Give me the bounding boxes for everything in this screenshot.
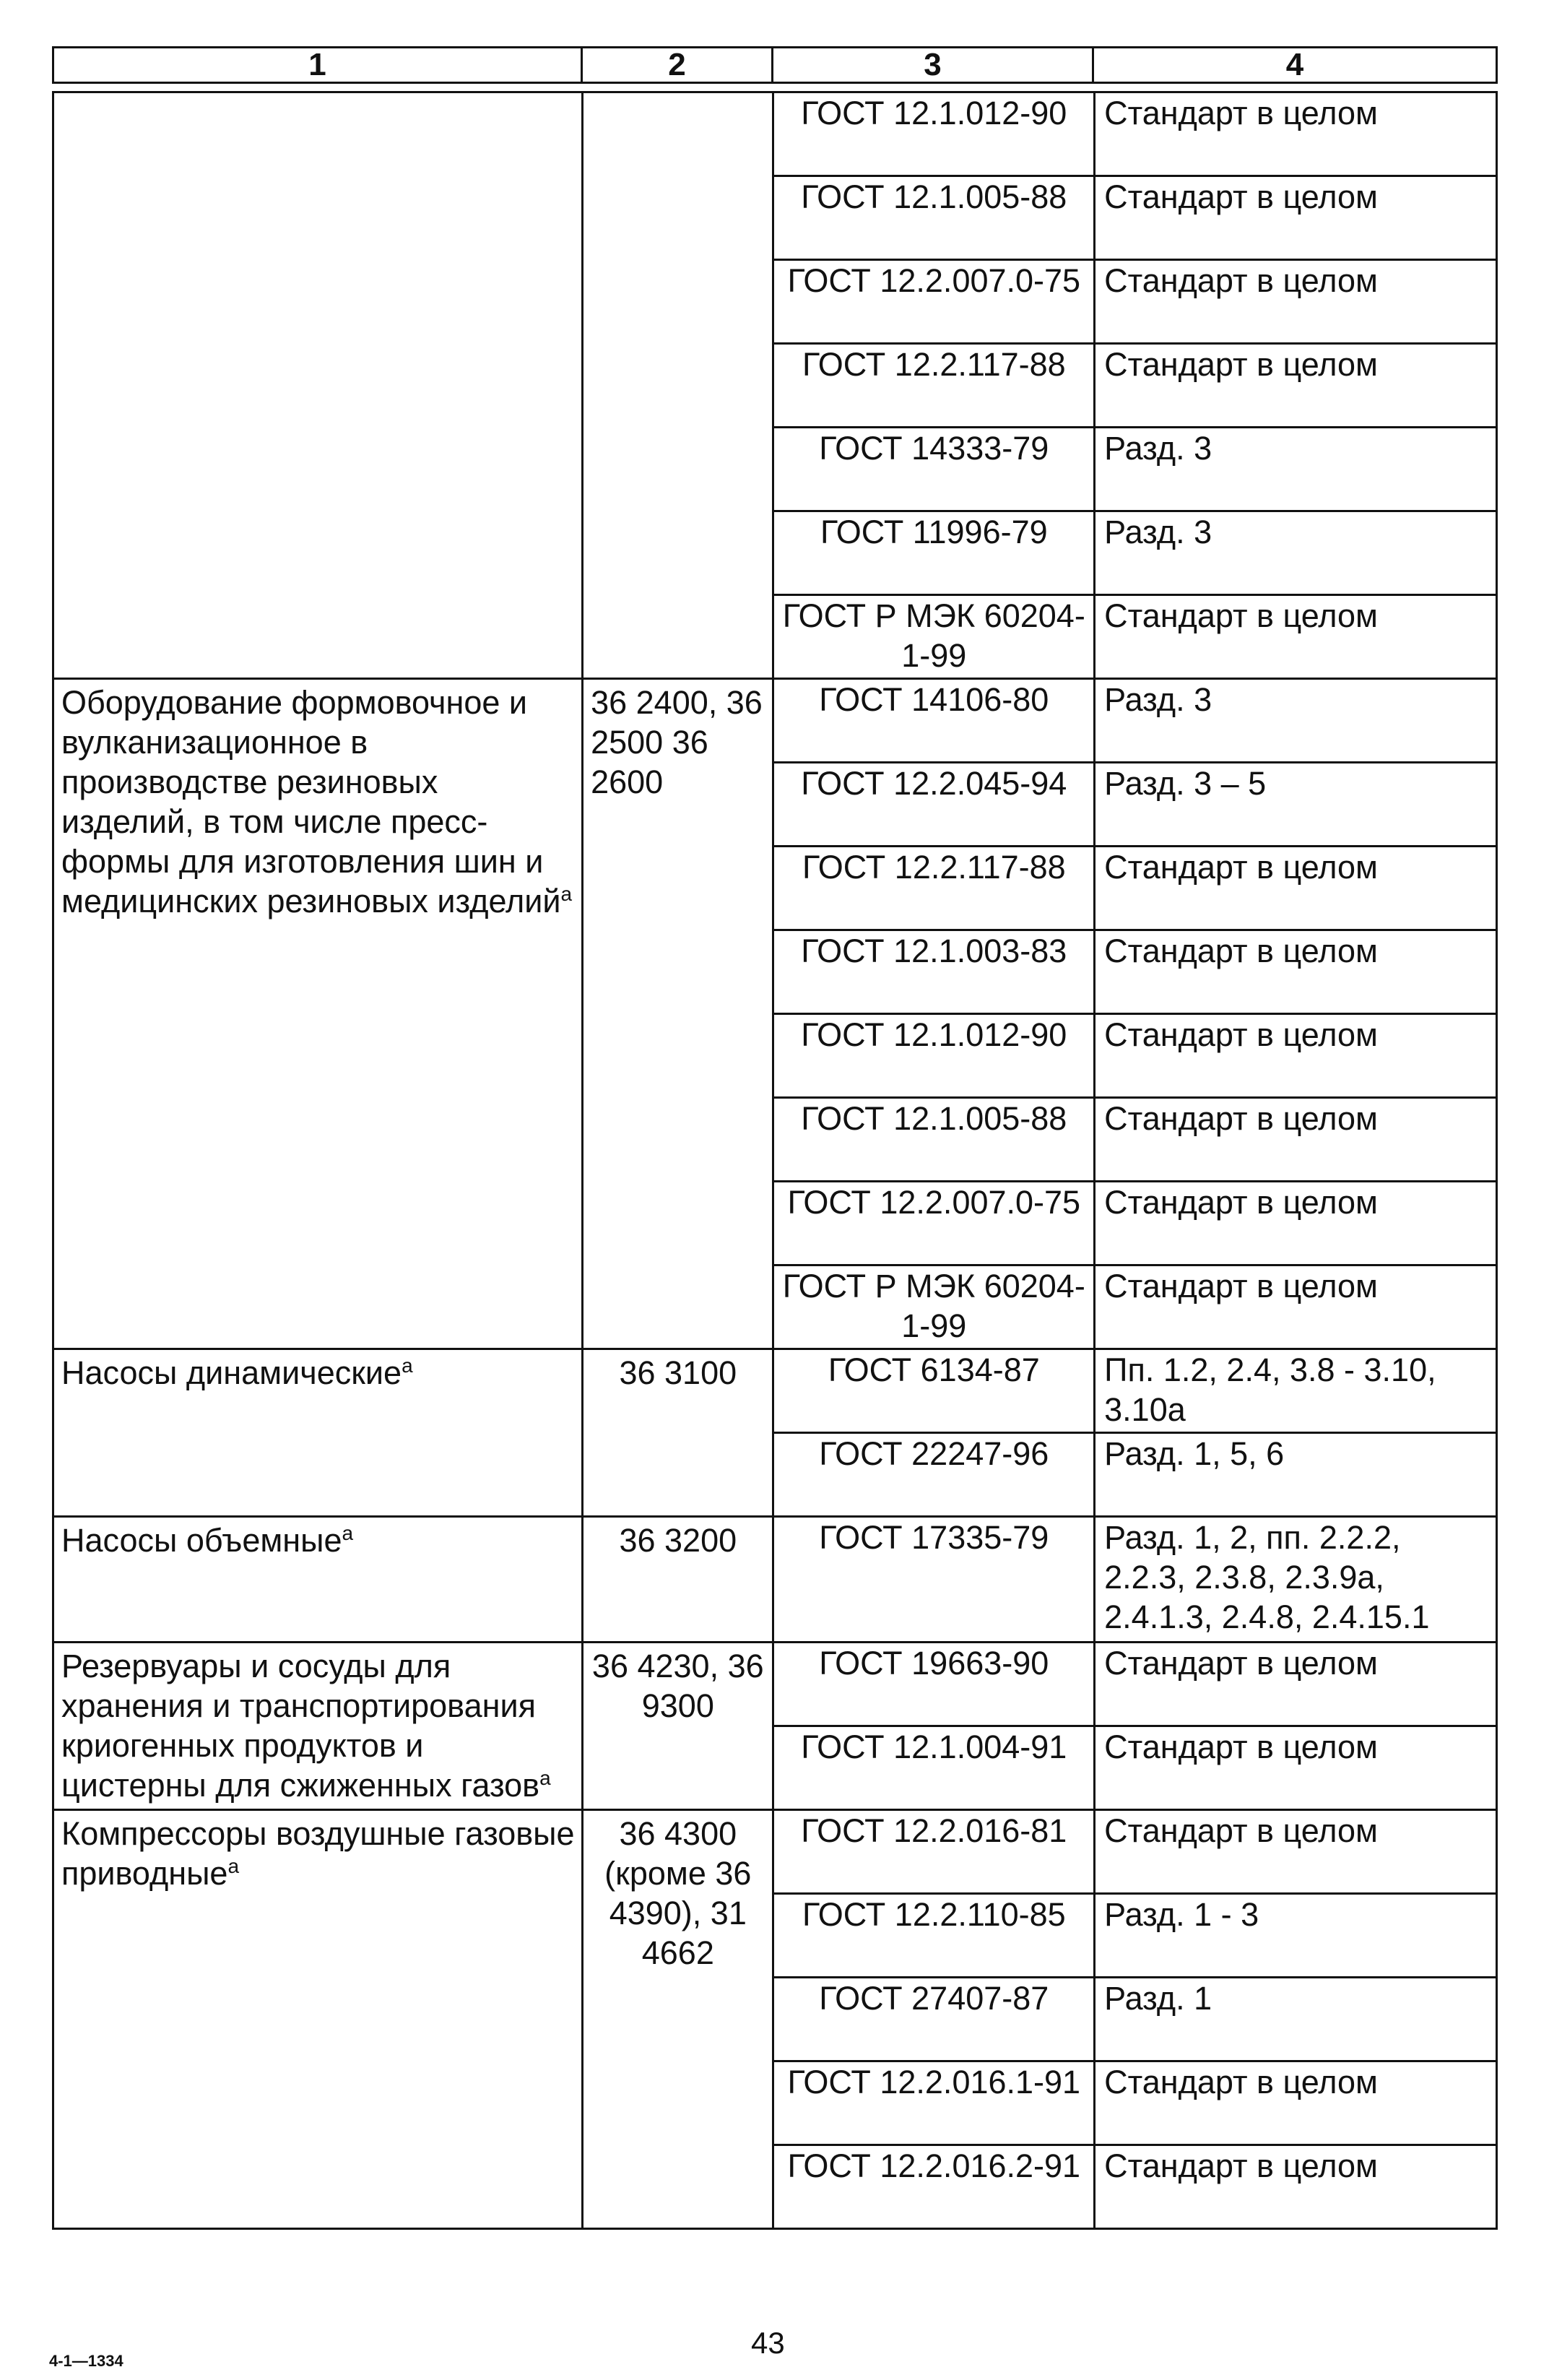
standard-designation: ГОСТ 12.1.005-88 (773, 176, 1095, 260)
standard-scope: Разд. 3 (1095, 428, 1497, 511)
standard-scope: Стандарт в целом (1095, 847, 1497, 930)
product-name-cell (53, 679, 583, 1349)
standard-designation: ГОСТ Р МЭК 60204-1-99 (773, 1265, 1095, 1349)
table-row (53, 1517, 1497, 1643)
standard-designation: ГОСТ 12.2.117-88 (773, 847, 1095, 930)
table-row (53, 92, 1497, 176)
standard-designation: ГОСТ 12.2.016.2-91 (773, 2145, 1095, 2229)
product-name-cell (53, 1643, 583, 1810)
standard-designation: ГОСТ 22247-96 (773, 1433, 1095, 1517)
standard-designation: ГОСТ 12.2.016.1-91 (773, 2061, 1095, 2145)
standard-scope: Разд. 3 (1095, 511, 1497, 595)
standard-designation: ГОСТ 12.1.005-88 (773, 1098, 1095, 1182)
standard-scope: Стандарт в целом (1095, 1810, 1497, 1894)
standard-designation: ГОСТ 12.1.003-83 (773, 930, 1095, 1014)
standard-scope: Стандарт в целом (1095, 1014, 1497, 1098)
standard-scope: Разд. 1, 5, 6 (1095, 1433, 1497, 1517)
standard-scope: Стандарт в целом (1095, 260, 1497, 344)
okp-code-cell: 36 3200 (583, 1517, 773, 1643)
table-row (53, 1643, 1497, 1726)
product-name-cell (53, 92, 583, 679)
standard-designation: ГОСТ Р МЭК 60204-1-99 (773, 595, 1095, 679)
standards-table (52, 91, 1498, 2230)
standard-scope: Стандарт в целом (1095, 930, 1497, 1014)
standard-designation: ГОСТ 19663-90 (773, 1643, 1095, 1726)
standard-scope: Стандарт в целом (1095, 2061, 1497, 2145)
table-row (53, 1349, 1497, 1433)
standard-scope: Стандарт в целом (1095, 1098, 1497, 1182)
standard-scope: Разд. 1, 2, пп. 2.2.2, 2.2.3, 2.3.8, 2.3.9а, 2.4.1.3, 2.4.8, 2.4.15.1 (1095, 1517, 1497, 1643)
standard-scope: Разд. 1 (1095, 1978, 1497, 2061)
standard-scope: Стандарт в целом (1095, 1182, 1497, 1265)
footnote-marker: а (560, 883, 573, 905)
standard-scope: Пп. 1.2, 2.4, 3.8 - 3.10, 3.10а (1095, 1349, 1497, 1433)
print-mark: 4-1—1334 (49, 2352, 123, 2370)
product-name-cell (53, 1810, 583, 2229)
standard-designation: ГОСТ 12.2.016-81 (773, 1810, 1095, 1894)
page-number: 43 (751, 2326, 785, 2360)
okp-code-cell: 36 4230, 36 9300 (583, 1643, 773, 1810)
standard-scope: Стандарт в целом (1095, 595, 1497, 679)
standard-designation: ГОСТ 12.2.117-88 (773, 344, 1095, 428)
standard-designation: ГОСТ 17335-79 (773, 1517, 1095, 1643)
okp-code-cell: 36 2400, 36 2500 36 2600 (583, 679, 773, 1349)
product-name: Компрессоры воздушные газовые приводные (61, 1815, 575, 1892)
standard-designation: ГОСТ 12.1.012-90 (773, 1014, 1095, 1098)
standard-scope: Стандарт в целом (1095, 2145, 1497, 2229)
standard-designation: ГОСТ 12.2.045-94 (773, 763, 1095, 847)
column-header-3: 3 (773, 48, 1094, 82)
footnote-marker: а (402, 1354, 413, 1377)
standard-designation: ГОСТ 6134-87 (773, 1349, 1095, 1433)
column-header-1: 1 (54, 48, 583, 82)
table-body (53, 92, 1497, 2229)
footnote-marker: а (539, 1767, 551, 1789)
column-header-4: 4 (1285, 47, 1304, 82)
product-name-cell (53, 1517, 583, 1643)
standard-designation: ГОСТ 27407-87 (773, 1978, 1095, 2061)
standard-scope: Стандарт в целом (1095, 1265, 1497, 1349)
standard-designation: ГОСТ 14106-80 (773, 679, 1095, 763)
standard-designation: ГОСТ 14333-79 (773, 428, 1095, 511)
standard-scope: Разд. 3 (1095, 679, 1497, 763)
standard-scope: Стандарт в целом (1095, 92, 1497, 176)
table-header (52, 46, 1498, 84)
standard-scope: Стандарт в целом (1095, 1726, 1497, 1810)
standard-designation: ГОСТ 12.2.110-85 (773, 1894, 1095, 1978)
standard-designation: ГОСТ 12.1.004-91 (773, 1726, 1095, 1810)
product-name: Оборудование формовочное и вулканизационное в производстве резиновых изделий, в том числе пресс-формы для изготовления шин и медицинских резиновых изделий (61, 684, 561, 919)
product-name: Насосы объемные (61, 1522, 342, 1559)
okp-code-cell (583, 92, 773, 679)
footnote-marker: а (227, 1855, 240, 1877)
standard-scope: Стандарт в целом (1095, 344, 1497, 428)
table-row (53, 679, 1497, 763)
product-name: Резервуары и сосуды для хранения и транспортирования криогенных продуктов и цистерны для сжиженных газов (61, 1648, 540, 1804)
table-row (53, 1810, 1497, 1894)
product-name-cell (53, 1349, 583, 1517)
okp-code-cell: 36 4300 (кроме 36 4390), 31 4662 (583, 1810, 773, 2229)
standard-scope: Стандарт в целом (1095, 1643, 1497, 1726)
standard-designation: ГОСТ 12.1.012-90 (773, 92, 1095, 176)
standard-designation: ГОСТ 11996-79 (773, 511, 1095, 595)
standard-scope: Стандарт в целом (1095, 176, 1497, 260)
standard-designation: ГОСТ 12.2.007.0-75 (773, 260, 1095, 344)
column-header-2: 2 (583, 48, 773, 82)
product-name: Насосы динамические (61, 1354, 402, 1391)
standard-scope: Разд. 3 – 5 (1095, 763, 1497, 847)
standard-scope: Разд. 1 - 3 (1095, 1894, 1497, 1978)
footnote-marker: а (342, 1522, 354, 1544)
standard-designation: ГОСТ 12.2.007.0-75 (773, 1182, 1095, 1265)
okp-code-cell: 36 3100 (583, 1349, 773, 1517)
